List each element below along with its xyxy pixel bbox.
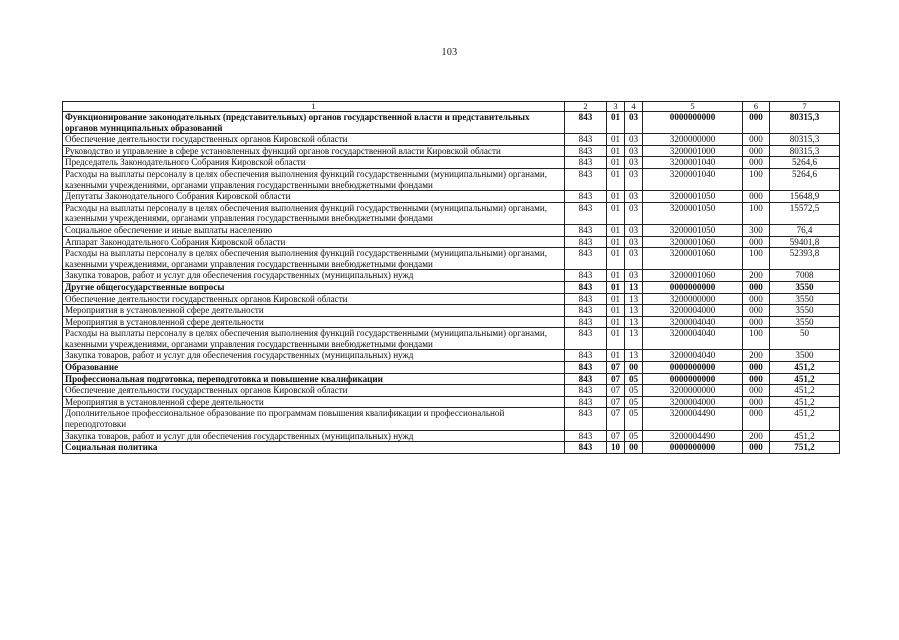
expense-type-cell: 000 [743, 316, 770, 328]
expense-type-cell: 000 [743, 191, 770, 203]
amount-cell: 451,2 [770, 430, 840, 442]
amount-cell: 52393,8 [770, 248, 840, 270]
row-name-cell: Социальная политика [63, 442, 565, 454]
section-code-cell: 01 [607, 112, 625, 134]
subsection-code-cell: 13 [625, 305, 643, 317]
expense-type-cell: 200 [743, 350, 770, 362]
target-article-cell: 3200001000 [643, 145, 743, 157]
row-name-cell: Функционирование законодательных (представительных) органов государственной власти и представительных органов муниципальных образований [63, 112, 565, 134]
row-name-cell: Мероприятия в установленной сфере деятельности [63, 316, 565, 328]
section-code-cell: 01 [607, 305, 625, 317]
subsection-code-cell: 03 [625, 145, 643, 157]
section-code-cell: 01 [607, 168, 625, 190]
amount-cell: 80315,3 [770, 145, 840, 157]
ministry-code-cell: 843 [565, 293, 607, 305]
expense-type-cell: 000 [743, 442, 770, 454]
subsection-code-cell: 03 [625, 224, 643, 236]
section-code-cell: 01 [607, 316, 625, 328]
table-row [63, 328, 840, 350]
subsection-code-cell: 03 [625, 270, 643, 282]
ministry-code-cell: 843 [565, 270, 607, 282]
table-row [63, 191, 840, 203]
table-row [63, 430, 840, 442]
expense-type-cell: 000 [743, 236, 770, 248]
expense-type-cell: 000 [743, 281, 770, 293]
table-row [63, 385, 840, 397]
row-name-cell: Расходы на выплаты персоналу в целях обеспечения выполнения функций государственными (муниципальными) органами, казенными учреждениями, органами управления государственными внебюджетными фондами [63, 328, 565, 350]
section-code-cell: 07 [607, 373, 625, 385]
ministry-code-cell: 843 [565, 373, 607, 385]
target-article-cell: 3200001050 [643, 224, 743, 236]
section-code-cell: 01 [607, 145, 625, 157]
subsection-code-cell: 05 [625, 396, 643, 408]
amount-cell: 15572,5 [770, 202, 840, 224]
row-name-cell: Обеспечение деятельности государственных органов Кировской области [63, 293, 565, 305]
table-row [63, 305, 840, 317]
budget-table [62, 101, 840, 454]
ministry-code-cell: 843 [565, 385, 607, 397]
amount-cell: 451,2 [770, 362, 840, 374]
ministry-code-cell: 843 [565, 134, 607, 146]
row-name-cell: Расходы на выплаты персоналу в целях обеспечения выполнения функций государственными (муниципальными) органами, казенными учреждениями, органами управления государственными внебюджетными фондами [63, 248, 565, 270]
ministry-code-cell: 843 [565, 328, 607, 350]
subsection-code-cell: 03 [625, 134, 643, 146]
target-article-cell: 3200001050 [643, 202, 743, 224]
subsection-code-cell: 03 [625, 248, 643, 270]
header-cell: 1 [63, 102, 565, 112]
subsection-code-cell: 03 [625, 157, 643, 169]
ministry-code-cell: 843 [565, 362, 607, 374]
ministry-code-cell: 843 [565, 157, 607, 169]
target-article-cell: 3200004040 [643, 328, 743, 350]
amount-cell: 751,2 [770, 442, 840, 454]
target-article-cell: 3200001060 [643, 248, 743, 270]
target-article-cell: 3200004490 [643, 430, 743, 442]
subsection-code-cell: 00 [625, 442, 643, 454]
table-row [63, 112, 840, 134]
target-article-cell: 3200004000 [643, 305, 743, 317]
header-cell: 5 [643, 102, 743, 112]
table-row [63, 157, 840, 169]
section-code-cell: 01 [607, 202, 625, 224]
table-row [63, 202, 840, 224]
section-code-cell: 01 [607, 350, 625, 362]
ministry-code-cell: 843 [565, 224, 607, 236]
row-name-cell: Депутаты Законодательного Собрания Кировской области [63, 191, 565, 203]
amount-cell: 7008 [770, 270, 840, 282]
target-article-cell: 3200001040 [643, 157, 743, 169]
table-row [63, 168, 840, 190]
row-name-cell: Председатель Законодательного Собрания Кировской области [63, 157, 565, 169]
section-code-cell: 07 [607, 396, 625, 408]
row-name-cell: Расходы на выплаты персоналу в целях обеспечения выполнения функций государственными (муниципальными) органами, казенными учреждениями, органами управления государственными внебюджетными фондами [63, 202, 565, 224]
row-name-cell: Обеспечение деятельности государственных органов Кировской области [63, 385, 565, 397]
section-code-cell: 07 [607, 408, 625, 430]
target-article-cell: 3200001060 [643, 236, 743, 248]
table-row [63, 442, 840, 454]
row-name-cell: Мероприятия в установленной сфере деятельности [63, 396, 565, 408]
amount-cell: 76,4 [770, 224, 840, 236]
table-row [63, 350, 840, 362]
table-row [63, 316, 840, 328]
ministry-code-cell: 843 [565, 305, 607, 317]
amount-cell: 50 [770, 328, 840, 350]
subsection-code-cell: 13 [625, 281, 643, 293]
expense-type-cell: 000 [743, 373, 770, 385]
ministry-code-cell: 843 [565, 248, 607, 270]
expense-type-cell: 100 [743, 248, 770, 270]
section-code-cell: 01 [607, 236, 625, 248]
table-row [63, 145, 840, 157]
target-article-cell: 0000000000 [643, 373, 743, 385]
expense-type-cell: 300 [743, 224, 770, 236]
target-article-cell: 0000000000 [643, 281, 743, 293]
ministry-code-cell: 843 [565, 112, 607, 134]
header-cell: 2 [565, 102, 607, 112]
ministry-code-cell: 843 [565, 281, 607, 293]
subsection-code-cell: 05 [625, 385, 643, 397]
expense-type-cell: 000 [743, 293, 770, 305]
amount-cell: 15648,9 [770, 191, 840, 203]
table-row [63, 373, 840, 385]
target-article-cell: 3200001050 [643, 191, 743, 203]
subsection-code-cell: 13 [625, 328, 643, 350]
expense-type-cell: 200 [743, 430, 770, 442]
row-name-cell: Закупка товаров, работ и услуг для обеспечения государственных (муниципальных) нужд [63, 350, 565, 362]
section-code-cell: 07 [607, 362, 625, 374]
amount-cell: 3500 [770, 350, 840, 362]
table-row [63, 248, 840, 270]
ministry-code-cell: 843 [565, 350, 607, 362]
header-cell: 6 [743, 102, 770, 112]
section-code-cell: 10 [607, 442, 625, 454]
amount-cell: 5264,6 [770, 168, 840, 190]
target-article-cell: 3200004490 [643, 408, 743, 430]
amount-cell: 451,2 [770, 396, 840, 408]
row-name-cell: Закупка товаров, работ и услуг для обеспечения государственных (муниципальных) нужд [63, 270, 565, 282]
ministry-code-cell: 843 [565, 145, 607, 157]
table-row [63, 362, 840, 374]
row-name-cell: Руководство и управление в сфере установленных функций органов государственной власти Кировской области [63, 145, 565, 157]
header-row [63, 102, 840, 112]
amount-cell: 80315,3 [770, 134, 840, 146]
table-row [63, 293, 840, 305]
section-code-cell: 01 [607, 293, 625, 305]
ministry-code-cell: 843 [565, 316, 607, 328]
ministry-code-cell: 843 [565, 430, 607, 442]
table-row [63, 236, 840, 248]
ministry-code-cell: 843 [565, 442, 607, 454]
table-row [63, 134, 840, 146]
ministry-code-cell: 843 [565, 408, 607, 430]
table-row [63, 281, 840, 293]
row-name-cell: Профессиональная подготовка, переподготовка и повышение квалификации [63, 373, 565, 385]
target-article-cell: 3200001060 [643, 270, 743, 282]
header-cell: 7 [770, 102, 840, 112]
header-cell: 4 [625, 102, 643, 112]
row-name-cell: Социальное обеспечение и иные выплаты населению [63, 224, 565, 236]
amount-cell: 451,2 [770, 373, 840, 385]
expense-type-cell: 000 [743, 145, 770, 157]
row-name-cell: Аппарат Законодательного Собрания Кировской области [63, 236, 565, 248]
ministry-code-cell: 843 [565, 202, 607, 224]
row-name-cell: Другие общегосударственные вопросы [63, 281, 565, 293]
table-row [63, 396, 840, 408]
target-article-cell: 3200000000 [643, 293, 743, 305]
row-name-cell: Обеспечение деятельности государственных органов Кировской области [63, 134, 565, 146]
amount-cell: 3550 [770, 316, 840, 328]
subsection-code-cell: 03 [625, 191, 643, 203]
amount-cell: 3550 [770, 305, 840, 317]
section-code-cell: 07 [607, 430, 625, 442]
amount-cell: 451,2 [770, 385, 840, 397]
expense-type-cell: 000 [743, 305, 770, 317]
target-article-cell: 3200000000 [643, 134, 743, 146]
amount-cell: 80315,3 [770, 112, 840, 134]
expense-type-cell: 000 [743, 408, 770, 430]
subsection-code-cell: 05 [625, 408, 643, 430]
expense-type-cell: 000 [743, 157, 770, 169]
expense-type-cell: 000 [743, 396, 770, 408]
target-article-cell: 3200001040 [643, 168, 743, 190]
row-name-cell: Образование [63, 362, 565, 374]
ministry-code-cell: 843 [565, 396, 607, 408]
expense-type-cell: 100 [743, 202, 770, 224]
expense-type-cell: 200 [743, 270, 770, 282]
subsection-code-cell: 13 [625, 350, 643, 362]
section-code-cell: 01 [607, 134, 625, 146]
amount-cell: 3550 [770, 281, 840, 293]
section-code-cell: 01 [607, 328, 625, 350]
expense-type-cell: 000 [743, 134, 770, 146]
subsection-code-cell: 13 [625, 316, 643, 328]
target-article-cell: 0000000000 [643, 442, 743, 454]
target-article-cell: 3200004040 [643, 350, 743, 362]
amount-cell: 59401,8 [770, 236, 840, 248]
target-article-cell: 3200004040 [643, 316, 743, 328]
expense-type-cell: 000 [743, 385, 770, 397]
section-code-cell: 01 [607, 248, 625, 270]
target-article-cell: 3200000000 [643, 385, 743, 397]
row-name-cell: Мероприятия в установленной сфере деятельности [63, 305, 565, 317]
subsection-code-cell: 03 [625, 236, 643, 248]
subsection-code-cell: 03 [625, 202, 643, 224]
section-code-cell: 01 [607, 281, 625, 293]
ministry-code-cell: 843 [565, 168, 607, 190]
row-name-cell: Дополнительное профессиональное образование по программам повышения квалификации и профессиональной переподготовки [63, 408, 565, 430]
row-name-cell: Закупка товаров, работ и услуг для обеспечения государственных (муниципальных) нужд [63, 430, 565, 442]
section-code-cell: 01 [607, 157, 625, 169]
amount-cell: 451,2 [770, 408, 840, 430]
expense-type-cell: 000 [743, 112, 770, 134]
subsection-code-cell: 05 [625, 373, 643, 385]
target-article-cell: 0000000000 [643, 112, 743, 134]
target-article-cell: 0000000000 [643, 362, 743, 374]
section-code-cell: 07 [607, 385, 625, 397]
table-row [63, 224, 840, 236]
ministry-code-cell: 843 [565, 191, 607, 203]
amount-cell: 3550 [770, 293, 840, 305]
subsection-code-cell: 05 [625, 430, 643, 442]
amount-cell: 5264,6 [770, 157, 840, 169]
ministry-code-cell: 843 [565, 236, 607, 248]
target-article-cell: 3200004000 [643, 396, 743, 408]
expense-type-cell: 100 [743, 168, 770, 190]
page-number: 103 [441, 47, 458, 58]
expense-type-cell: 100 [743, 328, 770, 350]
section-code-cell: 01 [607, 224, 625, 236]
expense-type-cell: 000 [743, 362, 770, 374]
subsection-code-cell: 03 [625, 112, 643, 134]
table-row [63, 270, 840, 282]
subsection-code-cell: 13 [625, 293, 643, 305]
subsection-code-cell: 00 [625, 362, 643, 374]
section-code-cell: 01 [607, 191, 625, 203]
table-row [63, 408, 840, 430]
header-cell: 3 [607, 102, 625, 112]
section-code-cell: 01 [607, 270, 625, 282]
subsection-code-cell: 03 [625, 168, 643, 190]
row-name-cell: Расходы на выплаты персоналу в целях обеспечения выполнения функций государственными (муниципальными) органами, казенными учреждениями, органами управления государственными внебюджетными фондами [63, 168, 565, 190]
